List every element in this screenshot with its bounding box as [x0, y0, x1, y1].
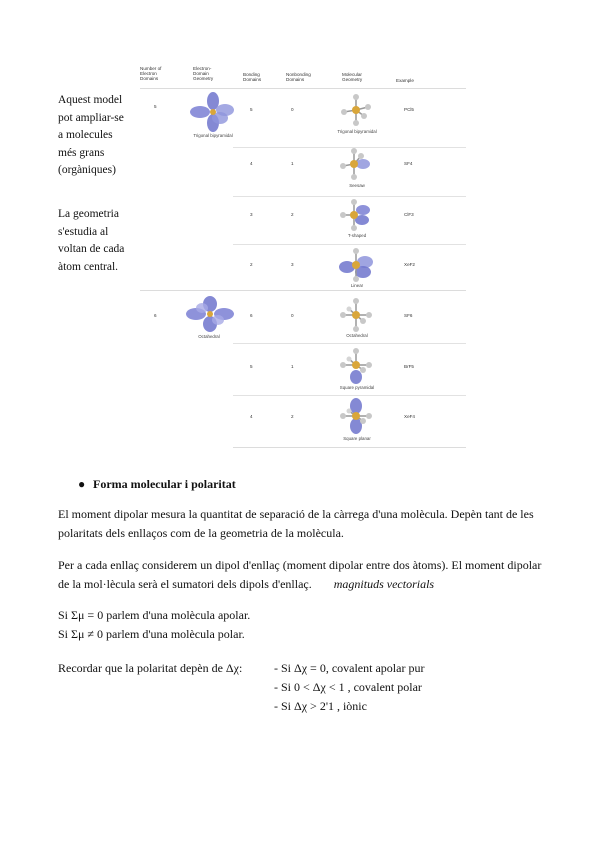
row4-nonbonding: 3	[291, 262, 294, 267]
row3-nonbonding: 2	[291, 212, 294, 217]
table-header-example: Example	[396, 78, 414, 83]
row6-example: BrF5	[404, 364, 414, 369]
section-heading	[78, 477, 236, 492]
octahedral-molecule-icon	[340, 298, 372, 332]
row2-nonbonding: 1	[291, 161, 294, 166]
row1-bonding: 5	[250, 107, 253, 112]
table-header-bonding: Bonding Domains	[243, 72, 262, 83]
case-ionic: - Si Δχ > 2'1 , iònic	[274, 699, 367, 713]
paragraph-bond-dipole-text: Per a cada enllaç considerem un dipol d'enllaç (moment dipolar entre dos àtoms). El moment dipolar de la mol·lècula serà el sumatori dels dipols d'enllaç.	[58, 558, 542, 591]
trigonal-bipyramidal-domain-icon	[190, 92, 236, 132]
group-separator	[140, 290, 466, 291]
linear-molecule-icon	[338, 248, 376, 282]
row7-nonbonding: 2	[291, 414, 294, 419]
table-header-nonbonding: Nonbonding Domains	[286, 72, 311, 83]
row-separator	[233, 244, 466, 245]
row5-nonbonding: 0	[291, 313, 294, 318]
seesaw-molecule-icon	[340, 148, 372, 180]
paragraph-apolar: Si Σμ = 0 parlem d'una molècula apolar.	[58, 608, 251, 622]
row4-example: XeF2	[404, 262, 415, 267]
row6-bonding: 5	[250, 364, 253, 369]
row5-example: SF6	[404, 313, 413, 318]
table-header-rule	[140, 88, 466, 89]
table-header-molecular-geometry: Molecular Geometry	[342, 72, 363, 83]
table-bottom-rule	[233, 447, 466, 448]
paragraph-polarity-depends: Recordar que la polaritat depèn de Δχ:	[58, 661, 243, 675]
row4-shape: Linear	[350, 283, 364, 288]
section-title: Forma molecular i polaritat	[93, 477, 236, 491]
bullet-icon: ●	[78, 477, 86, 491]
row-separator	[233, 395, 466, 396]
row4-bonding: 2	[250, 262, 253, 267]
row3-shape: T-shaped	[347, 233, 367, 238]
group1-domains: 5	[154, 104, 157, 109]
case-apolar: - Si Δχ = 0, covalent apolar pur	[274, 661, 425, 675]
table-header-electron-domains: Number of Electron Domains	[140, 66, 162, 82]
row7-bonding: 4	[250, 414, 253, 419]
row1-example: PCl5	[404, 107, 414, 112]
t-shaped-molecule-icon	[340, 198, 374, 232]
row2-bonding: 4	[250, 161, 253, 166]
table-header-electron-geometry: Electron-Domain Geometry	[193, 66, 214, 82]
group1-geometry-caption: Trigonal bipyramidal	[193, 133, 233, 138]
row-separator	[233, 196, 466, 197]
row-separator	[233, 343, 466, 344]
row3-example: ClF3	[404, 212, 414, 217]
group2-domains: 6	[154, 313, 157, 318]
row2-example: SF4	[404, 161, 413, 166]
polarity-cases-list	[274, 659, 424, 716]
vsepr-table-figure	[136, 58, 466, 450]
paragraph-polar: Si Σμ ≠ 0 parlem d'una molècula polar.	[58, 627, 245, 641]
row3-bonding: 3	[250, 212, 253, 217]
square-planar-molecule-icon	[340, 398, 372, 434]
row1-shape: Trigonal bipyramidal	[337, 129, 377, 134]
row5-shape: Octahedral	[346, 333, 368, 338]
row2-shape: Seesaw	[349, 183, 365, 188]
case-polar: - Si 0 < Δχ < 1 , covalent polar	[274, 680, 422, 694]
row7-shape: Square planar	[343, 436, 371, 441]
paragraph-dipole-moment: El moment dipolar mesura la quantitat de separació de la càrrega d'una molècula. Depèn tant de les polaritats dels enllaços com de la geometria de la molècula.	[58, 507, 534, 540]
row6-shape: Square pyramidal	[339, 385, 375, 390]
paragraph-bond-dipole	[58, 556, 548, 593]
square-pyramidal-molecule-icon	[340, 348, 372, 384]
vector-magnitudes-note: magnituds vectorials	[333, 576, 435, 591]
trigonal-bipyramidal-molecule-icon	[340, 94, 372, 126]
side-note-model: Aquest model pot ampliar-se a molecules més grans (orgàniques)	[58, 94, 124, 176]
row5-bonding: 6	[250, 313, 253, 318]
group2-geometry-caption: Octahedral	[198, 334, 220, 339]
row1-nonbonding: 0	[291, 107, 294, 112]
side-note-geometry: La geometria s'estudia al voltan de cada àtom central.	[58, 208, 125, 273]
row6-nonbonding: 1	[291, 364, 294, 369]
row7-example: XeF4	[404, 414, 415, 419]
octahedral-domain-icon	[186, 296, 234, 332]
